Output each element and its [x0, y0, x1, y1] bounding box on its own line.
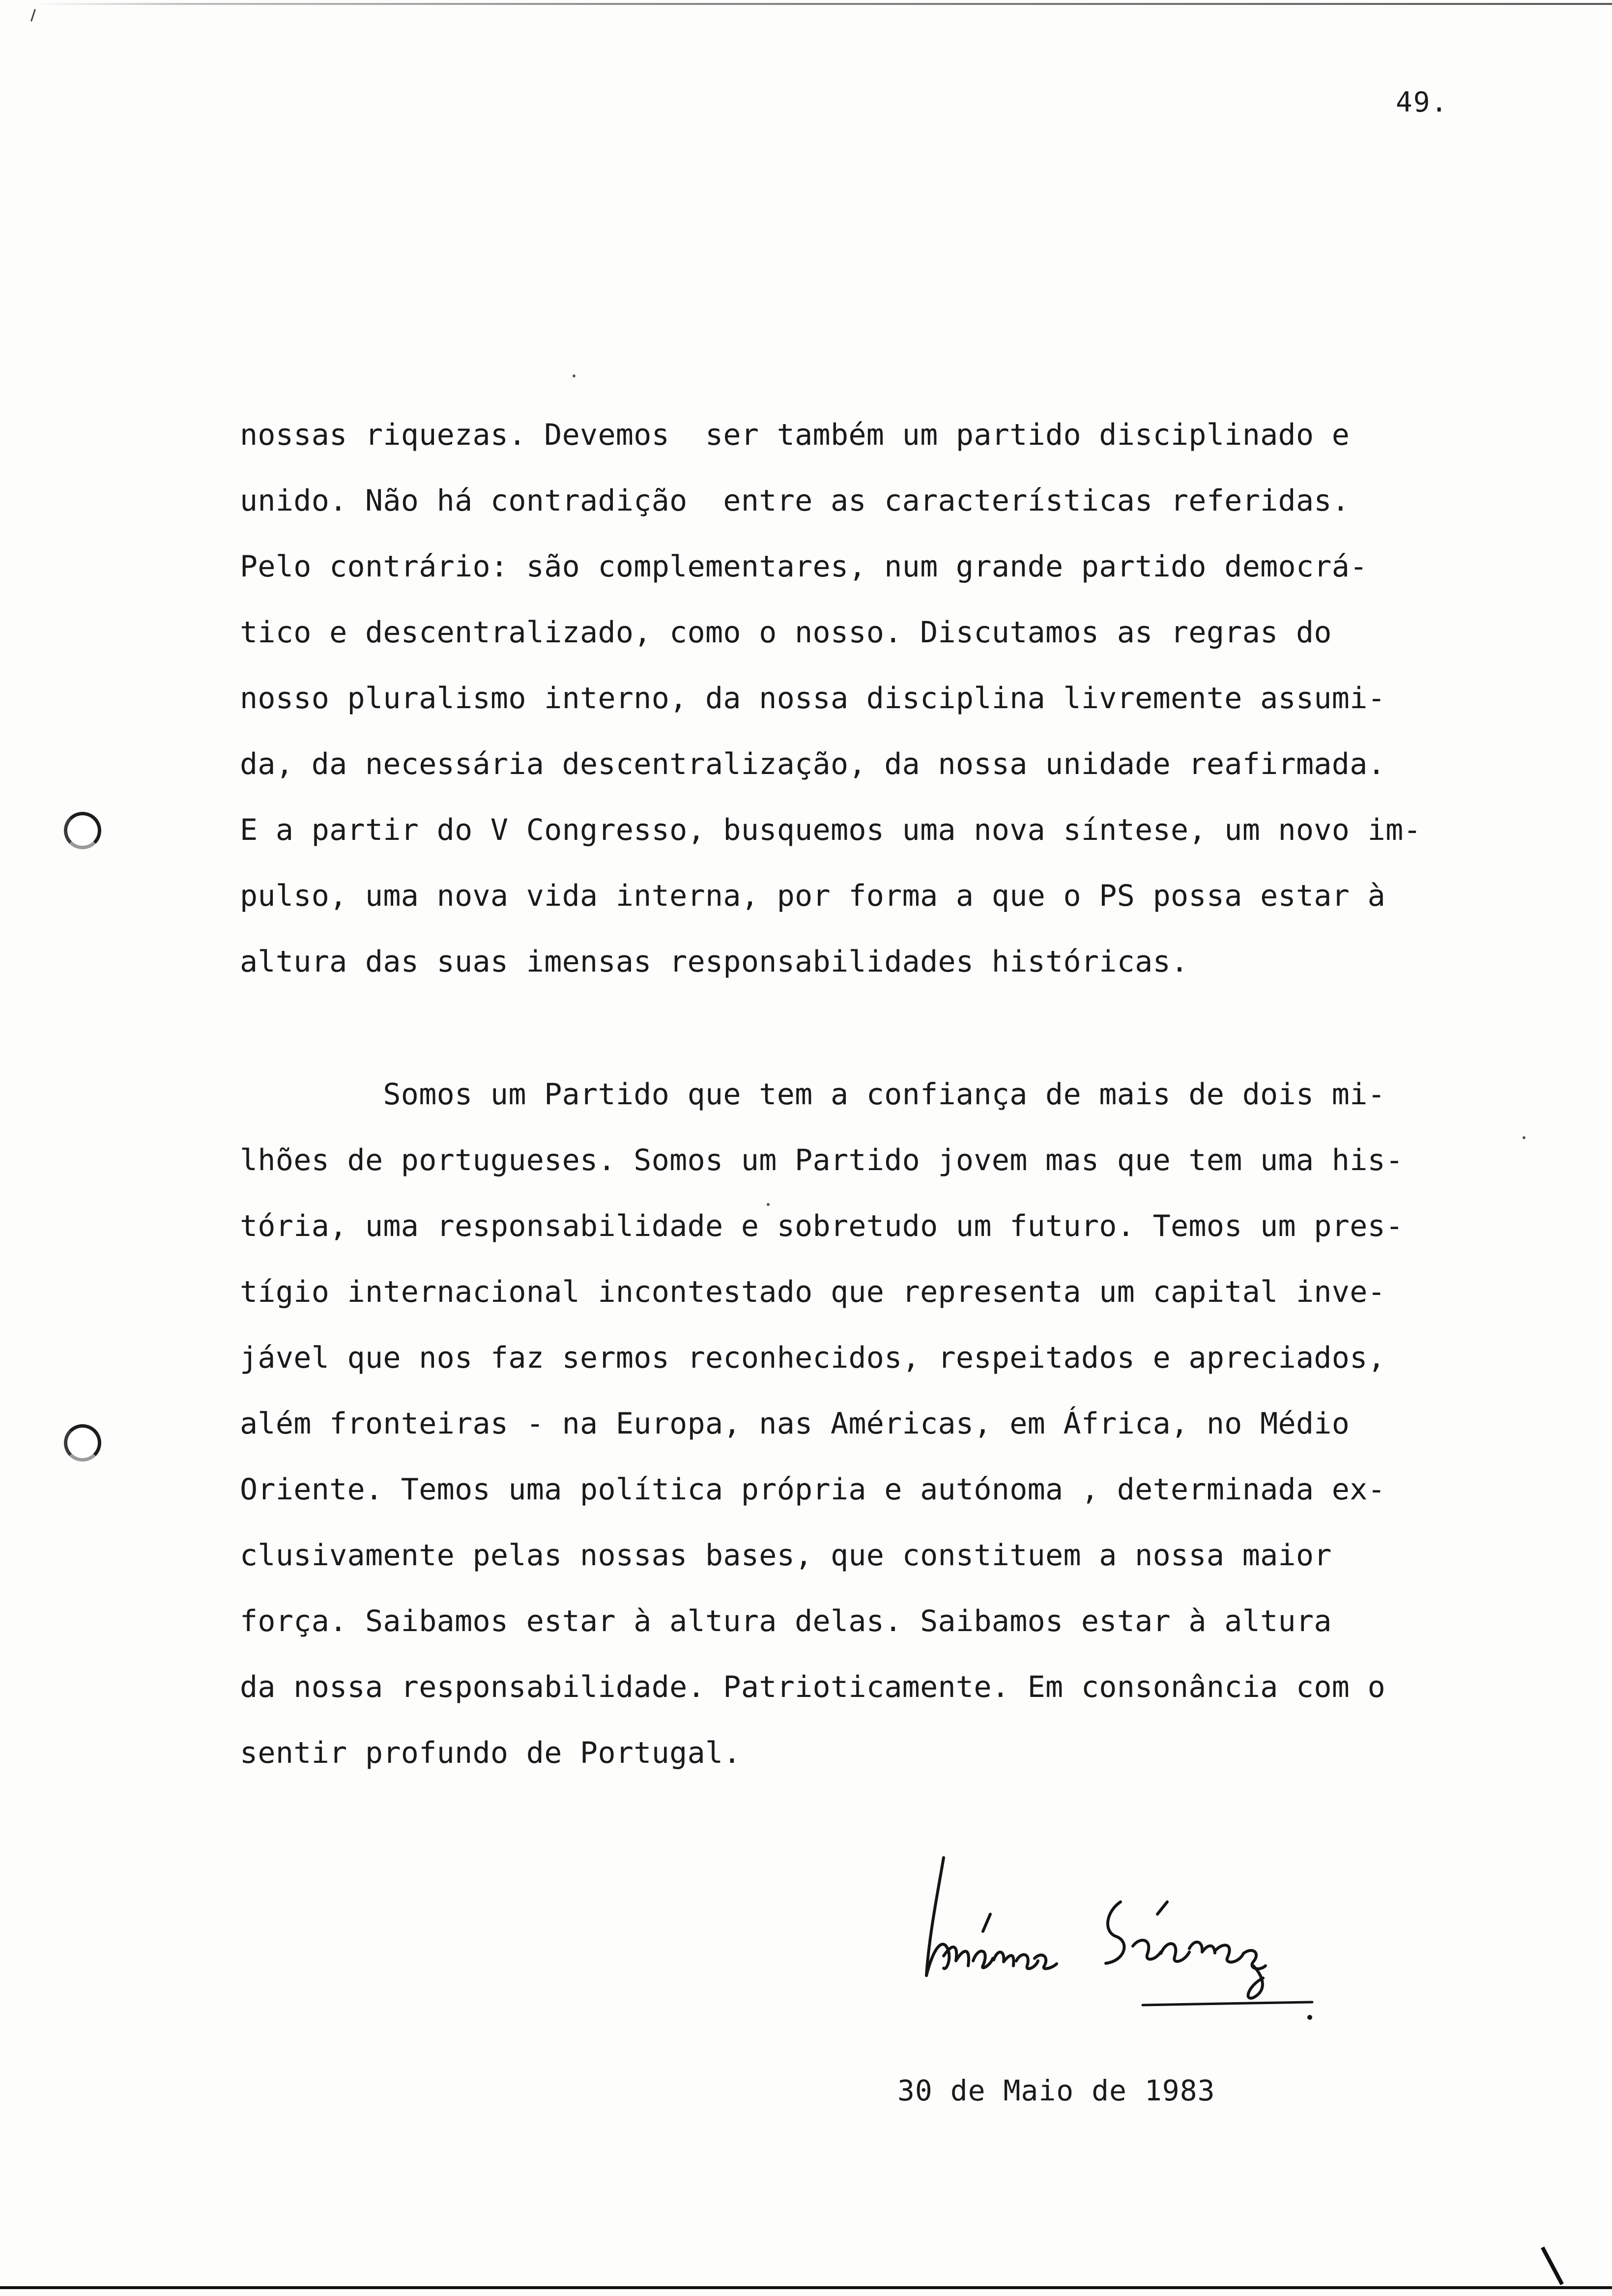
stray-dot: [573, 374, 576, 377]
text-line: nosso pluralismo interno, da nossa disciplina livremente assumi-: [240, 681, 1386, 716]
scan-bottom-edge: [0, 2286, 1612, 2289]
text-line: tico e descentralizado, como o nosso. Discutamos as regras do: [240, 615, 1332, 650]
text-line: força. Saibamos estar à altura delas. Saibamos estar à altura: [240, 1604, 1332, 1638]
page-number: 49.: [1396, 86, 1449, 118]
text-line: Somos um Partido que tem a confiança de mais de dois mi-: [240, 1077, 1386, 1112]
text-line: Pelo contrário: são complementares, num grande partido democrá-: [240, 549, 1368, 584]
stray-dot: [1523, 1136, 1526, 1139]
scan-top-edge: [29, 3, 1612, 5]
text-line: tória, uma responsabilidade e sobretudo um futuro. Temos um pres-: [240, 1209, 1404, 1243]
scan-mark: [30, 9, 36, 22]
text-line: da, da necessária descentralização, da nossa unidade reafirmada.: [240, 747, 1386, 781]
punch-hole-icon: [64, 812, 101, 849]
text-line: nossas riquezas. Devemos ser também um partido disciplinado e: [240, 418, 1350, 452]
text-line: altura das suas imensas responsabilidades históricas.: [240, 945, 1189, 979]
text-line: além fronteiras - na Europa, nas Américas, em África, no Médio: [240, 1406, 1350, 1441]
paragraph-1: [240, 402, 1513, 995]
text-line: tígio internacional incontestado que representa um capital inve-: [240, 1275, 1386, 1309]
text-line: Oriente. Temos uma política própria e autónoma , determinada ex-: [240, 1472, 1386, 1507]
text-line: clusivamente pelas nossas bases, que constituem a nossa maior: [240, 1538, 1332, 1573]
paragraph-2: [240, 1062, 1513, 1786]
text-line: unido. Não há contradição entre as características referidas.: [240, 484, 1350, 518]
text-line: lhões de portugueses. Somos um Partido jovem mas que tem uma his-: [240, 1143, 1404, 1177]
text-line: da nossa responsabilidade. Patrioticamente. Em consonância com o: [240, 1670, 1386, 1704]
text-line: jável que nos faz sermos reconhecidos, respeitados e apreciados,: [240, 1341, 1386, 1375]
signature-date: 30 de Maio de 1983: [897, 2074, 1215, 2107]
scan-corner-mark: [1541, 2246, 1564, 2285]
handwritten-signature: [909, 1848, 1332, 2035]
text-line: E a partir do V Congresso, busquemos uma nova síntese, um novo im-: [240, 813, 1421, 847]
text-line: sentir profundo de Portugal.: [240, 1736, 741, 1770]
punch-hole-icon: [64, 1424, 101, 1462]
text-line: pulso, uma nova vida interna, por forma a que o PS possa estar à: [240, 879, 1386, 913]
